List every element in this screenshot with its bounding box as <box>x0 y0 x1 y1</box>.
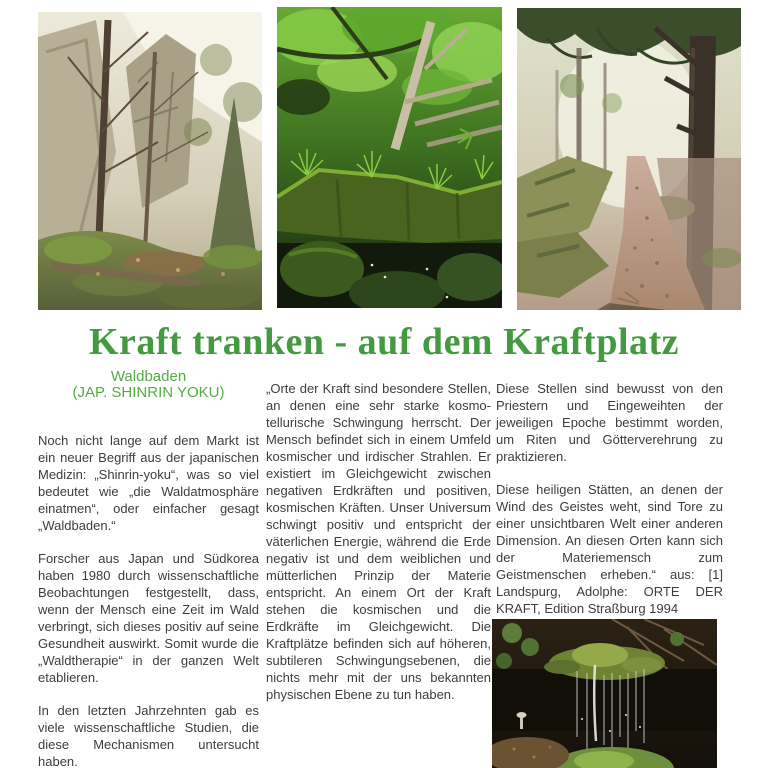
paragraph-research: Forscher aus Japan und Südkorea haben 1980 durch wissenschaftliche Beobachtungen festgestellt, dass, wenn der Mensch eine Zeit im Wald verbringt, sich dieses positiv auf seine Gesundheit auswirkt. Somit wurde die „Waldtherapie“ in der ganzen Welt etablieren. <box>38 551 259 685</box>
subtitle-line-1: Waldbaden <box>110 368 187 385</box>
column-middle <box>266 380 491 719</box>
paragraph-orte-der-kraft: „Orte der Kraft sind besondere Stellen, an denen eine sehr starke kosmo-tellurische Schwingung herrscht. Der Mensch befindet sich in einem Umfeld kosmischer und irdischer Strahlen. Er existiert im Gleichgewicht zwischen negativen Erdkräften und positiven, kosmischen Kräften. Unser Universum schwingt positiv und entspricht der väterlichen Energie, während die Erde negativ ist und dem weiblichen und mütterlichen Prinzip der Materie entspricht. An einem Ort der Kraft stehen die kosmischen und die Erdkräfte im Gleichgewicht. Die Kraftplätze befinden sich auf höheren, subtileren Schwingungsebenen, die nichts mehr mit der uns bekannten physischen Ebene zu tun haben. <box>266 381 491 702</box>
paragraph-heilige-staetten: Diese heiligen Stätten, an denen der Wind des Geistes weht, sind Tore zu einer unsichtbaren Welt einer anderen Dimension. An diesen Orten kann sich der Materiemensch zum Geistmenschen erheben.“ aus: [1] Landspurg, Adolphe: ORTE DER KRAFT, Edition Straßburg 1994 <box>496 482 723 616</box>
paragraph-intro: Noch nicht lange auf dem Markt ist ein neuer Begriff aus der japanischen Medizin: „Shinrin-yoku“, was so viel bedeutet wie „die Waldatmosphäre einatmen“, oder einfacher gesagt „Waldbaden.“ <box>38 433 259 533</box>
column-right <box>496 380 723 633</box>
photo-mossy-steps <box>277 7 502 308</box>
column-left <box>38 432 259 768</box>
subtitle-line-2: (JAP. SHINRIN YOKU) <box>72 383 225 401</box>
page-title: Kraft tranken - auf dem Kraftplatz <box>88 321 680 363</box>
mossy-steps-illustration <box>277 7 502 308</box>
photo-forest-path <box>517 8 741 310</box>
photo-forest-spring <box>492 619 717 768</box>
paragraph-studies: In den letzten Jahrzehnten gab es viele wissenschaftliche Studien, die diese Mechanismen untersucht haben. <box>38 703 259 768</box>
rock-cliff-illustration <box>38 12 262 310</box>
forest-path-illustration <box>517 8 741 310</box>
subtitle <box>38 369 259 400</box>
photo-rock-cliff <box>38 12 262 310</box>
paragraph-priester: Diese Stellen sind bewusst von den Priestern und Eingeweihten der jeweiligen Epoche bestimmt worden, um Riten und Götterverehrung zu praktizieren. <box>496 381 723 464</box>
forest-spring-illustration <box>492 619 717 768</box>
